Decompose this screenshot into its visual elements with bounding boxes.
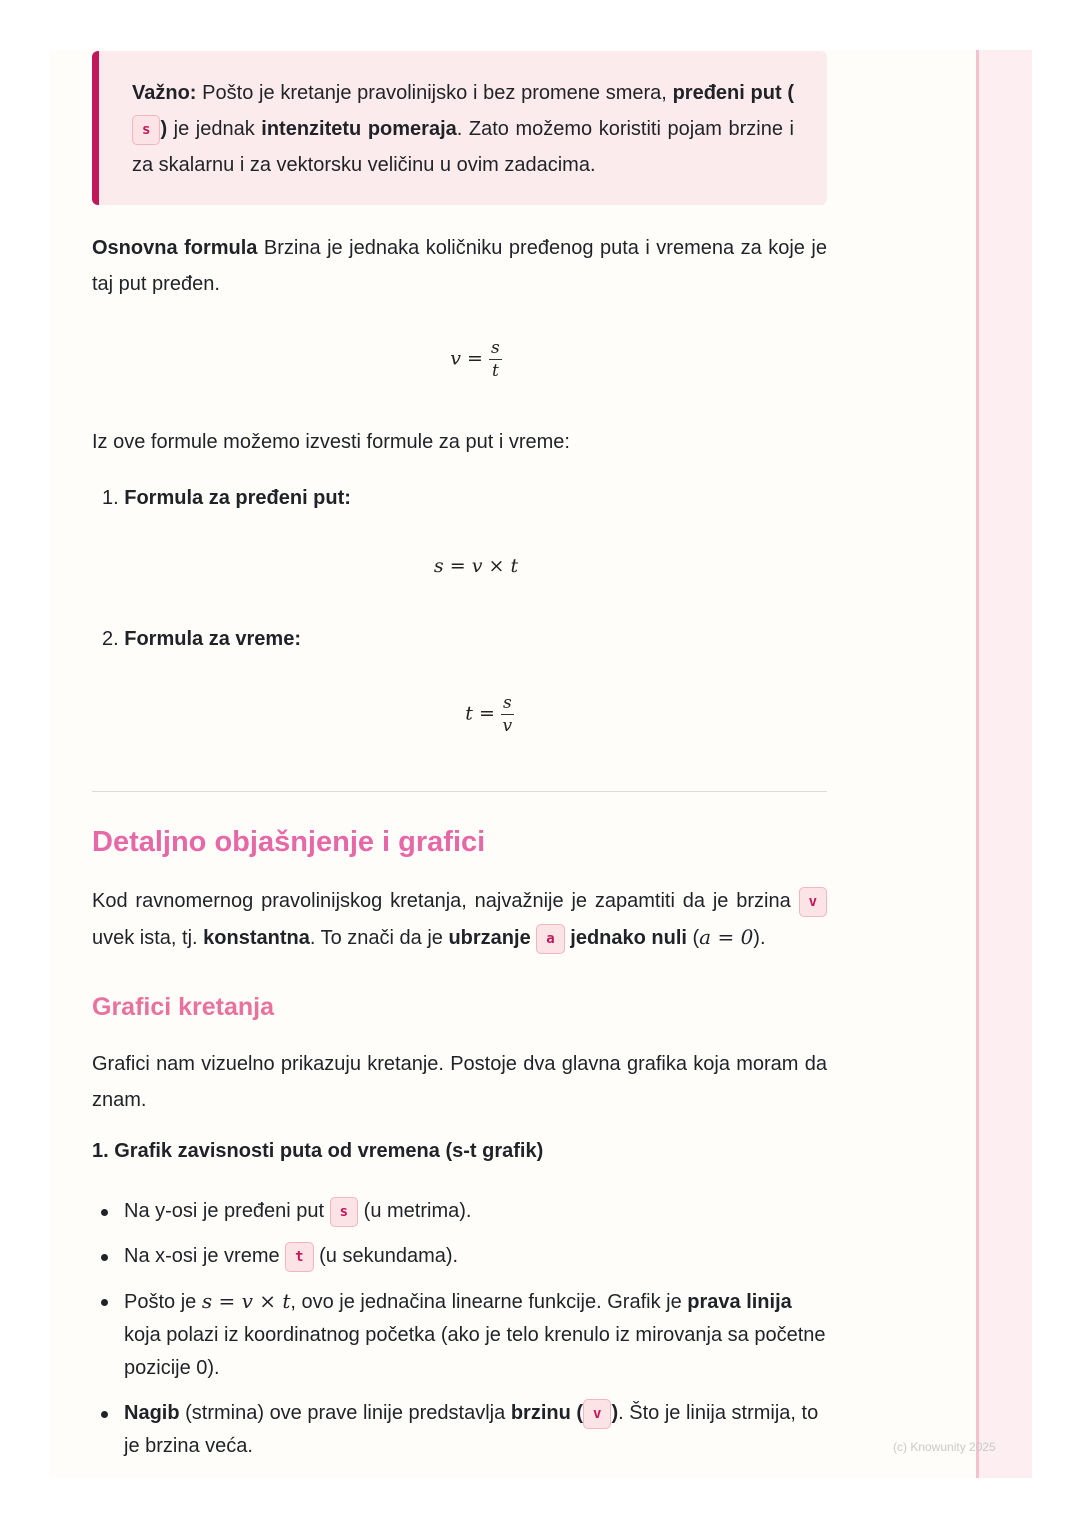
code-s-bullet: s <box>330 1197 358 1227</box>
graph-heading: 1. Grafik zavisnosti puta od vremena (s-t grafik) <box>92 1140 544 1162</box>
bullet-dot <box>101 1254 108 1261</box>
section-text-4: ( <box>686 927 700 949</box>
callout-lead: Važno: <box>132 82 197 104</box>
formula-t-denominator: v <box>502 716 513 736</box>
formula-time <box>92 692 887 737</box>
bullet-slope <box>92 1397 827 1463</box>
step-1 <box>92 480 351 516</box>
subsection-title: Grafici kretanja <box>92 993 275 1021</box>
callout-bold-2: ) <box>160 118 168 140</box>
code-a: a <box>536 924 564 954</box>
callout-text-1: Pošto je kretanje pravolinijsko i bez promene smera, <box>196 82 673 104</box>
formula-velocity <box>92 337 860 382</box>
formula-t-fraction <box>501 692 514 737</box>
formula-v-denominator: t <box>491 361 499 381</box>
code-s: s <box>132 115 160 145</box>
formula-t-lhs: t <box>465 702 473 725</box>
basic-formula-text: Brzina je jednaka količniku pređenog puta i vremena za koje je taj put pređen. <box>92 237 827 295</box>
right-margin-strip <box>976 50 1032 1478</box>
formula-s-a: s <box>433 555 444 577</box>
formula-v-eq: = <box>467 347 483 370</box>
bullet-4-bold-1: Nagib <box>124 1402 180 1424</box>
bullet-dot <box>101 1299 108 1306</box>
section-text-3: . To znači da je <box>309 927 449 949</box>
section-bold-1: konstantna <box>203 927 310 949</box>
bullet-x-axis <box>92 1240 827 1273</box>
bullet-3-text-2: , ovo je jednačina linearne funkcije. Grafik je <box>290 1291 688 1313</box>
bullet-3-math: s = v × t <box>201 1289 291 1313</box>
formula-v-numerator: s <box>491 338 500 358</box>
bullet-3-bold: prava linija <box>687 1291 792 1313</box>
bullet-4-text-2: . Što je linija strmija, to je brzina veća. <box>124 1402 819 1457</box>
code-v: v <box>799 887 827 917</box>
section-math-a: a = 0 <box>699 925 754 949</box>
formula-s-c: t <box>510 555 519 577</box>
section-paragraph <box>92 883 827 956</box>
bullet-linear-function <box>92 1285 827 1385</box>
graph-bullet-list <box>92 1195 827 1463</box>
derive-paragraph: Iz ove formule možemo izvesti formule za put i vreme: <box>92 431 570 453</box>
bullet-1-text-1: Na y-osi je pređeni put <box>124 1200 330 1222</box>
bullet-3-text-1: Pošto je <box>124 1291 202 1313</box>
section-divider <box>92 791 827 792</box>
formula-distance <box>92 555 860 577</box>
bullet-4-text-1: (strmina) ove prave linije predstavlja <box>179 1402 511 1424</box>
bullet-dot <box>101 1411 108 1418</box>
bullet-y-axis <box>92 1195 827 1228</box>
formula-v-lhs: v <box>450 347 461 370</box>
important-callout <box>92 51 827 205</box>
formula-s-b: v <box>471 555 483 577</box>
bullet-3-text-3: koja polazi iz koordinatnog početka (ako je telo krenulo iz mirovanja sa početne pozicije 0). <box>124 1324 826 1379</box>
formula-v-fraction <box>489 337 502 382</box>
callout-text-2: je jednak <box>167 118 262 140</box>
section-text-1: Kod ravnomernog pravolinijskog kretanja, najvažnije je zapamtiti da je brzina <box>92 890 799 912</box>
step-1-label: Formula za pređeni put: <box>124 487 351 509</box>
section-title: Detaljno objašnjenje i grafici <box>92 826 486 858</box>
basic-formula-paragraph <box>92 230 827 302</box>
bullet-1-text-2: (u metrima). <box>358 1200 472 1222</box>
section-text-2: uvek ista, tj. <box>92 927 204 949</box>
formula-s-eq: = <box>449 555 466 577</box>
bullet-4-bold-2: brzinu ( <box>510 1402 584 1424</box>
step-2 <box>92 621 301 657</box>
bullet-dot <box>101 1209 108 1216</box>
callout-bold-3: intenzitetu pomeraja <box>261 118 457 140</box>
step-1-number: 1. <box>102 487 119 509</box>
formula-t-eq: = <box>478 702 495 725</box>
formula-s-times: × <box>488 555 505 577</box>
step-2-label: Formula za vreme: <box>124 628 301 650</box>
bullet-2-text-2: (u sekundama). <box>313 1245 459 1267</box>
callout-bold-1: pređeni put ( <box>672 82 795 104</box>
bullet-2-text-1: Na x-osi je vreme <box>124 1245 286 1267</box>
code-t-bullet: t <box>285 1242 313 1272</box>
basic-formula-lead: Osnovna formula <box>92 237 258 259</box>
formula-t-numerator: s <box>502 693 512 713</box>
section-bold-3: jednako nuli <box>570 927 687 949</box>
callout-text-3: . Zato možemo koristiti pojam brzine i za skalarnu i za vektorsku veličinu u ovim zadacima. <box>132 118 794 176</box>
step-2-number: 2. <box>102 628 119 650</box>
subsection-paragraph: Grafici nam vizuelno prikazuju kretanje. Postoje dva glavna grafika koja moram da znam. <box>92 1053 827 1111</box>
watermark: (c) Knowunity 2025 <box>893 1440 996 1454</box>
section-text-5: ). <box>753 927 766 949</box>
bullet-4-bold-3: ) <box>611 1402 619 1424</box>
code-v-bullet: v <box>583 1399 611 1429</box>
section-bold-2: ubrzanje <box>448 927 531 949</box>
